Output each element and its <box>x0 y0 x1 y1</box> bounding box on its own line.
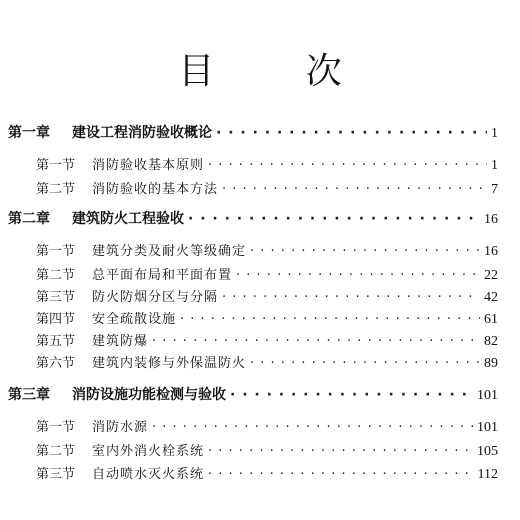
chapter-page-number: 101 <box>477 388 498 403</box>
section-page-number: 42 <box>484 290 498 305</box>
chapter-title: 消防设施功能检测与验收 <box>72 387 226 403</box>
section-page-number: 112 <box>477 467 498 482</box>
chapter-title: 建筑防火工程验收 <box>72 211 184 227</box>
section-number: 第二节 <box>36 182 76 197</box>
section-title: 消防水源 <box>92 420 149 435</box>
leader-dots <box>152 420 473 435</box>
chapter-number: 第三章 <box>8 387 50 403</box>
leader-dots <box>180 312 480 327</box>
section-number: 第一节 <box>36 158 76 173</box>
leader-dots <box>230 387 473 403</box>
toc-section-1-1[interactable] <box>36 154 498 174</box>
chapter-page-number: 16 <box>484 212 498 227</box>
leader-dots <box>208 467 474 482</box>
section-title: 消防验收基本原则 <box>92 158 205 173</box>
section-page-number: 22 <box>484 268 498 283</box>
leader-dots <box>236 268 480 283</box>
section-title: 建筑内装修与外保温防火 <box>92 356 247 371</box>
toc-section-2-2[interactable] <box>36 264 498 284</box>
leader-dots <box>188 211 480 227</box>
leader-dots <box>250 356 480 371</box>
section-number: 第五节 <box>36 334 76 349</box>
toc-section-3-3[interactable] <box>36 463 498 483</box>
toc-section-1-2[interactable] <box>36 178 498 198</box>
leader-dots <box>222 182 487 197</box>
section-number: 第四节 <box>36 312 76 327</box>
section-number: 第三节 <box>36 467 76 482</box>
leader-dots <box>250 244 480 259</box>
chapter-page-number: 1 <box>491 126 498 141</box>
toc-section-3-2[interactable] <box>36 440 498 460</box>
section-title: 建筑防爆 <box>92 334 149 349</box>
section-title: 消防验收的基本方法 <box>92 182 219 197</box>
toc-title: 目 次 <box>178 51 382 92</box>
section-title: 安全疏散设施 <box>92 312 177 327</box>
section-number: 第二节 <box>36 444 76 459</box>
toc-section-2-1[interactable] <box>36 240 498 260</box>
section-page-number: 1 <box>491 158 498 173</box>
toc-chapter-1[interactable] <box>8 122 498 142</box>
toc-section-3-1[interactable] <box>36 416 498 436</box>
toc-section-2-3[interactable] <box>36 286 498 306</box>
chapter-number: 第二章 <box>8 211 50 227</box>
toc-section-2-5[interactable] <box>36 330 498 350</box>
section-page-number: 16 <box>484 244 498 259</box>
leader-dots <box>222 290 480 305</box>
section-page-number: 82 <box>484 334 498 349</box>
section-number: 第六节 <box>36 356 76 371</box>
section-number: 第一节 <box>36 420 76 435</box>
section-page-number: 105 <box>477 444 498 459</box>
toc-chapter-2[interactable] <box>8 208 498 228</box>
leader-dots <box>208 444 473 459</box>
section-title: 防火防烟分区与分隔 <box>92 290 219 305</box>
section-title: 总平面布局和平面布置 <box>92 268 233 283</box>
chapter-title: 建设工程消防验收概论 <box>72 125 212 141</box>
section-number: 第一节 <box>36 244 76 259</box>
section-title: 室内外消火栓系统 <box>92 444 205 459</box>
section-title: 自动喷水灭火系统 <box>92 467 205 482</box>
section-title: 建筑分类及耐火等级确定 <box>92 244 247 259</box>
toc-section-2-4[interactable] <box>36 308 498 328</box>
leader-dots <box>152 334 480 349</box>
section-page-number: 89 <box>484 356 498 371</box>
toc-chapter-3[interactable] <box>8 384 498 404</box>
section-number: 第三节 <box>36 290 76 305</box>
section-page-number: 101 <box>477 420 498 435</box>
chapter-number: 第一章 <box>8 125 50 141</box>
section-number: 第二节 <box>36 268 76 283</box>
section-page-number: 7 <box>491 182 498 197</box>
toc-section-2-6[interactable] <box>36 352 498 372</box>
section-page-number: 61 <box>484 312 498 327</box>
leader-dots <box>216 125 487 141</box>
leader-dots <box>208 158 487 173</box>
